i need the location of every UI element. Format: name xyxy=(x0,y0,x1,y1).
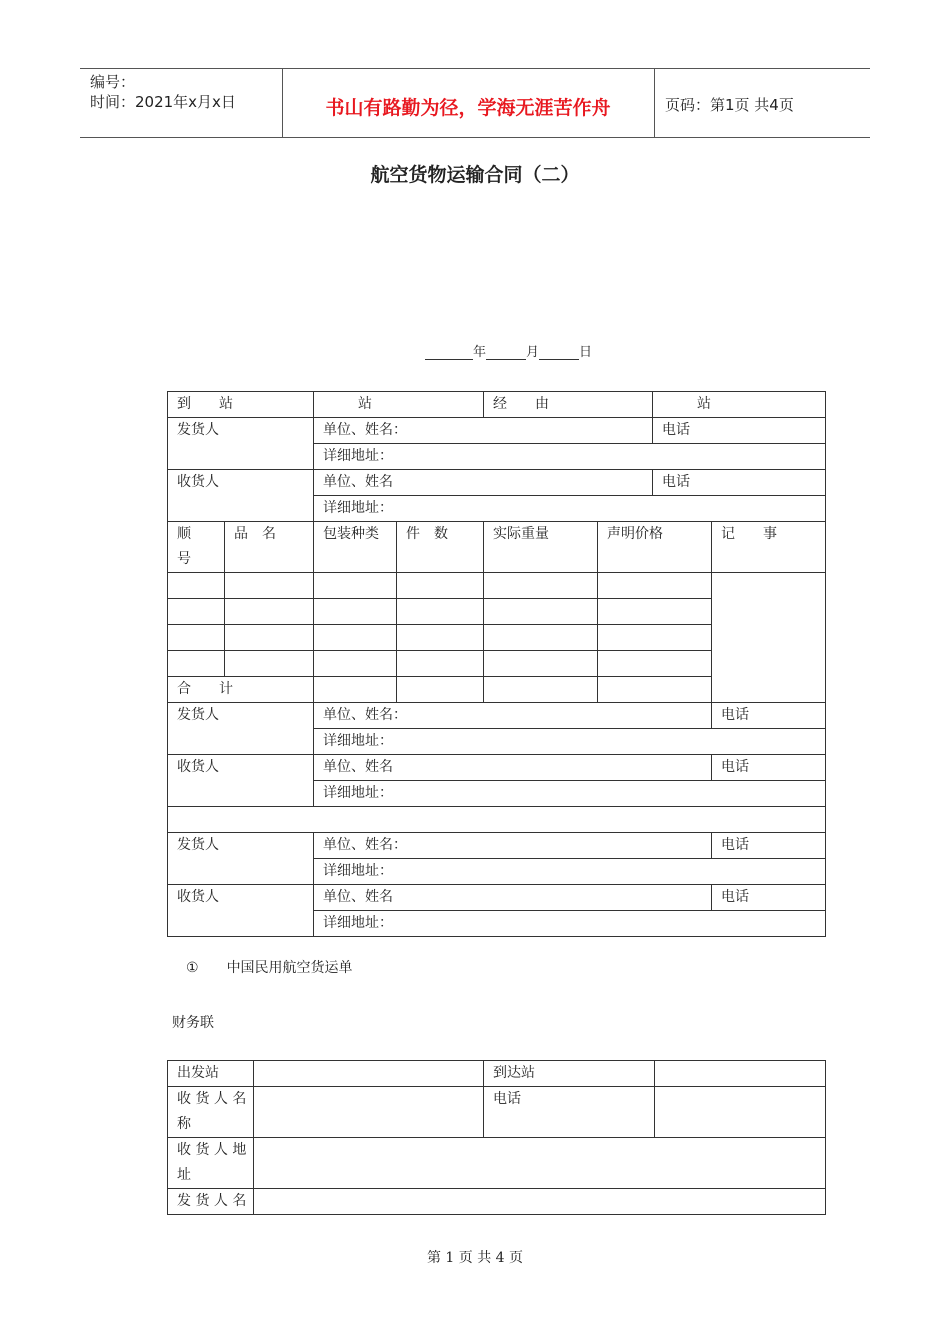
motto: 书山有路勤为径，学海无涯苦作舟 xyxy=(325,97,611,119)
station-suffix[interactable]: 站 xyxy=(314,392,484,418)
col-packaging: 包装种类 xyxy=(314,522,397,573)
date-line xyxy=(425,341,592,360)
cell-weight[interactable] xyxy=(484,625,598,651)
via-station-suffix[interactable]: 站 xyxy=(653,392,826,418)
cell-value[interactable] xyxy=(598,625,712,651)
col-weight: 实际重量 xyxy=(484,522,598,573)
consignee-phone[interactable]: 电话 xyxy=(653,470,826,496)
shipper-label: 发货人 xyxy=(168,833,314,885)
departure-value[interactable] xyxy=(254,1061,484,1087)
year-blank[interactable] xyxy=(425,345,473,360)
consignee-label: 收货人 xyxy=(168,470,314,522)
total-pieces[interactable] xyxy=(397,677,484,703)
consignee-label: 收货人 xyxy=(168,885,314,937)
phone-value[interactable] xyxy=(655,1087,826,1138)
shipper-address[interactable]: 详细地址： xyxy=(314,859,826,885)
waybill-title: 中国民用航空货运单 xyxy=(226,960,353,976)
cell-weight[interactable] xyxy=(484,651,598,677)
day-label: 日 xyxy=(579,345,593,360)
remarks-cell[interactable] xyxy=(712,573,826,703)
cell-item[interactable] xyxy=(225,651,314,677)
circle-number: ① xyxy=(186,960,199,976)
cell-seq[interactable] xyxy=(168,599,225,625)
shipper-phone[interactable]: 电话 xyxy=(712,833,826,859)
consignee-name-value[interactable] xyxy=(254,1087,484,1138)
cell-seq[interactable] xyxy=(168,573,225,599)
total-value[interactable] xyxy=(598,677,712,703)
consignee-unit-name[interactable]: 单位、姓名 xyxy=(314,470,653,496)
total-weight[interactable] xyxy=(484,677,598,703)
to-station-label: 到 站 xyxy=(168,392,314,418)
shipper-address[interactable]: 详细地址： xyxy=(314,729,826,755)
header-motto-cell xyxy=(282,69,655,137)
shipper-name-label: 发 货 人 名 xyxy=(168,1189,254,1215)
cell-value[interactable] xyxy=(598,573,712,599)
cell-pieces[interactable] xyxy=(397,651,484,677)
waybill-note xyxy=(186,957,353,977)
via-label: 经 由 xyxy=(484,392,653,418)
consignee-address[interactable]: 详细地址： xyxy=(314,781,826,807)
blank-row xyxy=(168,807,826,833)
shipper-unit-name[interactable]: 单位、姓名： xyxy=(314,703,712,729)
month-label: 月 xyxy=(526,345,540,360)
cell-seq[interactable] xyxy=(168,651,225,677)
document-title: 航空货物运输合同（二） xyxy=(370,164,580,186)
consignee-unit-name[interactable]: 单位、姓名 xyxy=(314,885,712,911)
page-footer: 第 1 页 共 4 页 xyxy=(426,1250,524,1266)
cargo-form xyxy=(167,391,826,937)
shipper-unit-name[interactable]: 单位、姓名： xyxy=(314,833,712,859)
col-remarks: 记 事 xyxy=(712,522,826,573)
cell-value[interactable] xyxy=(598,599,712,625)
doc-time-label: 时间：2021年x月x日 xyxy=(90,93,236,111)
consignee-address-label: 收 货 人 地 址 xyxy=(168,1138,254,1189)
shipper-phone[interactable]: 电话 xyxy=(712,703,826,729)
cell-packaging[interactable] xyxy=(314,625,397,651)
shipper-label: 发货人 xyxy=(168,418,314,470)
shipper-unit-name[interactable]: 单位、姓名： xyxy=(314,418,653,444)
cell-pieces[interactable] xyxy=(397,599,484,625)
shipper-address[interactable]: 详细地址： xyxy=(314,444,826,470)
header-page-cell xyxy=(655,69,870,137)
doc-number-label: 编号： xyxy=(90,73,136,91)
arrival-label: 到达站 xyxy=(484,1061,655,1087)
page-indicator: 页码：第1页 共4页 xyxy=(665,96,794,114)
col-declared-value: 声明价格 xyxy=(598,522,712,573)
consignee-address[interactable]: 详细地址： xyxy=(314,496,826,522)
cell-item[interactable] xyxy=(225,573,314,599)
total-packaging[interactable] xyxy=(314,677,397,703)
total-label: 合 计 xyxy=(168,677,314,703)
cell-pieces[interactable] xyxy=(397,573,484,599)
header-meta-cell xyxy=(80,69,283,137)
cell-pieces[interactable] xyxy=(397,625,484,651)
shipper-phone[interactable]: 电话 xyxy=(653,418,826,444)
col-item-name: 品 名 xyxy=(225,522,314,573)
cell-packaging[interactable] xyxy=(314,573,397,599)
station-row xyxy=(168,392,826,418)
departure-label: 出发站 xyxy=(168,1061,254,1087)
copy-label: 财务联 xyxy=(172,1015,214,1031)
cell-packaging[interactable] xyxy=(314,651,397,677)
cargo-row xyxy=(168,573,826,599)
col-pieces: 件 数 xyxy=(397,522,484,573)
consignee-label: 收货人 xyxy=(168,755,314,807)
consignee-address-value[interactable] xyxy=(254,1138,826,1189)
consignee-unit-name[interactable]: 单位、姓名 xyxy=(314,755,712,781)
cargo-header-row xyxy=(168,522,826,573)
col-seq: 顺号 xyxy=(168,522,225,573)
waybill-form xyxy=(167,1060,826,1215)
month-blank[interactable] xyxy=(486,345,526,360)
phone-label: 电话 xyxy=(484,1087,655,1138)
cell-item[interactable] xyxy=(225,599,314,625)
consignee-address[interactable]: 详细地址： xyxy=(314,911,826,937)
consignee-name-label: 收 货 人 名 称 xyxy=(168,1087,254,1138)
cell-seq[interactable] xyxy=(168,625,225,651)
cell-value[interactable] xyxy=(598,651,712,677)
shipper-name-value[interactable] xyxy=(254,1189,826,1215)
arrival-value[interactable] xyxy=(655,1061,826,1087)
cell-weight[interactable] xyxy=(484,599,598,625)
blank-cell[interactable] xyxy=(168,807,826,833)
consignee-phone[interactable]: 电话 xyxy=(712,755,826,781)
cell-weight[interactable] xyxy=(484,573,598,599)
day-blank[interactable] xyxy=(539,345,579,360)
year-label: 年 xyxy=(473,345,487,360)
cell-packaging[interactable] xyxy=(314,599,397,625)
shipper-label: 发货人 xyxy=(168,703,314,755)
page-header xyxy=(80,68,870,138)
cell-item[interactable] xyxy=(225,625,314,651)
consignee-phone[interactable]: 电话 xyxy=(712,885,826,911)
